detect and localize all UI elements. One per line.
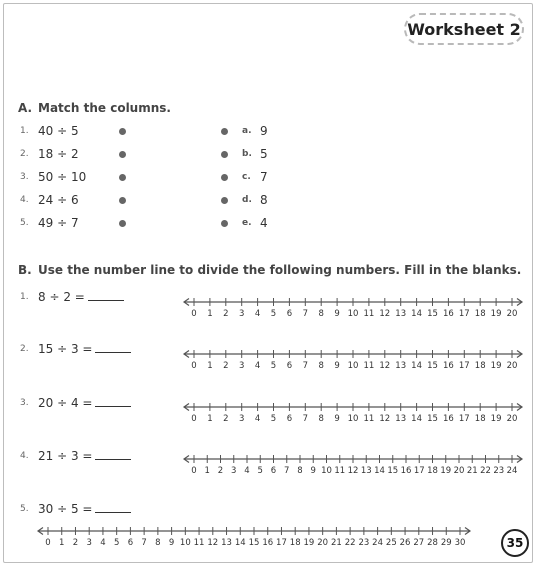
match-row-number: 1. [20, 126, 29, 136]
number-line-tick-label: 17 [276, 538, 287, 548]
number-line-tick-label: 9 [310, 466, 316, 476]
number-line-tick-label: 13 [221, 538, 232, 548]
match-row [4, 191, 534, 209]
match-dot-left[interactable] [119, 151, 126, 158]
match-dot-right[interactable] [221, 174, 228, 181]
number-line-tick-label: 20 [506, 361, 518, 371]
number-line-tick-label: 1 [207, 361, 213, 371]
number-line-tick-label: 8 [318, 414, 324, 424]
number-line-tick-label: 14 [411, 414, 423, 424]
number-line-tick-label: 12 [379, 414, 391, 424]
number-line-tick-label: 2 [72, 538, 79, 548]
number-line-tick-label: 3 [238, 309, 245, 319]
match-option-letter: b. [242, 149, 252, 159]
number-line-tick-label: 12 [207, 538, 219, 548]
number-line-tick-label: 7 [302, 361, 309, 371]
number-line-tick-label: 0 [45, 538, 51, 548]
number-line-tick-label: 14 [411, 361, 423, 371]
match-expression: 49 ÷ 7 [38, 216, 79, 230]
number-line-tick-label: 24 [506, 466, 518, 476]
problem-row [4, 394, 174, 412]
number-line-tick-label: 4 [100, 538, 106, 548]
number-line-tick-label: 18 [289, 538, 301, 548]
worksheet-page [3, 3, 533, 563]
match-option-value: 8 [260, 193, 268, 207]
number-line-tick-label: 15 [427, 361, 438, 371]
problem-expression: 20 ÷ 4 = [38, 396, 131, 410]
number-line-tick-label: 16 [262, 538, 274, 548]
number-line-tick-label: 7 [302, 414, 309, 424]
problem-expression: 30 ÷ 5 = [38, 502, 131, 516]
worksheet-badge: Worksheet 2 [404, 13, 524, 45]
match-option-value: 5 [260, 147, 268, 161]
number-line-tick-label: 4 [254, 414, 261, 424]
match-dot-left[interactable] [119, 174, 126, 181]
match-option-letter: a. [242, 126, 252, 136]
number-line-tick-label: 6 [270, 466, 277, 476]
number-line-tick-label: 10 [347, 361, 359, 371]
number-line-tick-label: 22 [480, 466, 491, 476]
number-line-tick-label: 14 [374, 466, 385, 476]
match-option-value: 7 [260, 170, 268, 184]
number-line [180, 398, 526, 426]
number-line [180, 450, 526, 478]
problem-number: 3. [20, 398, 29, 408]
number-line-tick-label: 23 [358, 538, 370, 548]
answer-blank[interactable] [95, 343, 131, 353]
problem-row [4, 447, 174, 465]
match-dot-right[interactable] [221, 220, 228, 227]
problem-row [4, 288, 174, 306]
number-line-tick-label: 8 [155, 538, 161, 548]
match-option-letter: d. [242, 195, 252, 205]
number-line-tick-label: 3 [238, 414, 245, 424]
match-dot-left[interactable] [119, 128, 126, 135]
number-line-tick-label: 8 [318, 361, 324, 371]
number-line-tick-label: 18 [474, 414, 486, 424]
number-line-tick-label: 5 [270, 361, 277, 371]
number-line-tick-label: 30 [454, 538, 466, 548]
problem-number: 1. [20, 292, 29, 302]
number-line-tick-label: 5 [113, 538, 120, 548]
number-line-tick-label: 19 [490, 361, 502, 371]
number-line-tick-label: 11 [363, 414, 375, 424]
number-line-tick-label: 15 [427, 309, 438, 319]
number-line-tick-label: 1 [59, 538, 65, 548]
number-line-tick-label: 13 [395, 361, 407, 371]
match-row-number: 2. [20, 149, 29, 159]
number-line-tick-label: 2 [223, 361, 229, 371]
number-line-tick-label: 6 [286, 309, 293, 319]
number-line-tick-label: 9 [334, 361, 340, 371]
number-line-tick-label: 19 [440, 466, 452, 476]
problem-number: 5. [20, 504, 29, 514]
problem-expression: 15 ÷ 3 = [38, 342, 131, 356]
number-line-tick-label: 5 [257, 466, 263, 476]
number-line-tick-label: 1 [207, 309, 213, 319]
number-line-tick-label: 11 [193, 538, 205, 548]
number-line-tick-label: 17 [458, 309, 470, 319]
number-line-tick-label: 8 [318, 309, 324, 319]
number-line-tick-label: 7 [141, 538, 147, 548]
section-a-title [18, 101, 171, 115]
number-line-tick-label: 3 [231, 466, 237, 476]
number-line-tick-label: 19 [490, 414, 502, 424]
number-line-tick-label: 11 [363, 309, 375, 319]
match-option-value: 9 [260, 124, 268, 138]
number-line-tick-label: 6 [286, 361, 293, 371]
problem-number: 2. [20, 344, 29, 354]
number-line-tick-label: 11 [363, 361, 375, 371]
match-row-number: 3. [20, 172, 29, 182]
number-line-tick-label: 15 [427, 414, 438, 424]
match-row [4, 145, 534, 163]
section-b-title [18, 263, 521, 277]
number-line-tick-label: 0 [191, 361, 197, 371]
number-line [34, 522, 474, 550]
number-line-tick-label: 12 [379, 309, 391, 319]
number-line-tick-label: 6 [127, 538, 134, 548]
section-b-text: Use the number line to divide the following numbers. Fill in the blanks. [38, 263, 522, 277]
number-line-tick-label: 0 [191, 466, 197, 476]
number-line-tick-label: 10 [179, 538, 191, 548]
number-line-tick-label: 9 [334, 414, 340, 424]
number-line-tick-label: 14 [411, 309, 423, 319]
match-expression: 40 ÷ 5 [38, 124, 79, 138]
number-line-tick-label: 16 [442, 309, 454, 319]
number-line [180, 293, 526, 321]
problem-row [4, 340, 174, 358]
number-line-tick-label: 24 [372, 538, 384, 548]
match-option-letter: e. [242, 218, 252, 228]
number-line-tick-label: 7 [284, 466, 290, 476]
number-line-tick-label: 10 [347, 309, 359, 319]
number-line-tick-label: 8 [297, 466, 303, 476]
number-line-tick-label: 13 [395, 309, 407, 319]
number-line-tick-label: 16 [442, 361, 454, 371]
match-expression: 18 ÷ 2 [38, 147, 79, 161]
match-row-number: 4. [20, 195, 29, 205]
match-dot-right[interactable] [221, 128, 228, 135]
number-line-tick-label: 20 [506, 414, 518, 424]
match-row [4, 122, 534, 140]
number-line-tick-label: 23 [493, 466, 505, 476]
match-dot-left[interactable] [119, 220, 126, 227]
section-a-text: Match the columns. [38, 101, 171, 115]
match-dot-right[interactable] [221, 151, 228, 158]
number-line-tick-label: 19 [490, 309, 502, 319]
number-line-tick-label: 16 [400, 466, 412, 476]
number-line-tick-label: 4 [244, 466, 250, 476]
number-line-tick-label: 22 [344, 538, 356, 548]
number-line-tick-label: 11 [334, 466, 346, 476]
number-line-tick-label: 9 [334, 309, 340, 319]
number-line-tick-label: 17 [458, 361, 470, 371]
number-line-tick-label: 3 [238, 361, 245, 371]
section-a-letter: A. [18, 101, 33, 115]
number-line-tick-label: 17 [413, 466, 425, 476]
number-line-tick-label: 20 [506, 309, 518, 319]
number-line-tick-label: 25 [385, 538, 397, 548]
number-line-tick-label: 17 [458, 414, 470, 424]
number-line-tick-label: 1 [207, 414, 213, 424]
number-line-tick-label: 18 [427, 466, 438, 476]
number-line-tick-label: 0 [191, 414, 197, 424]
number-line-tick-label: 14 [234, 538, 246, 548]
number-line-tick-label: 6 [286, 414, 293, 424]
number-line-tick-label: 2 [217, 466, 224, 476]
number-line-tick-label: 26 [399, 538, 411, 548]
match-row [4, 214, 534, 232]
page-number: 35 [501, 529, 529, 557]
number-line-tick-label: 10 [321, 466, 332, 476]
match-option-letter: c. [242, 172, 251, 182]
number-line-tick-label: 29 [440, 538, 452, 548]
number-line-tick-label: 20 [453, 466, 465, 476]
number-line-tick-label: 21 [330, 538, 342, 548]
match-row-number: 5. [20, 218, 29, 228]
number-line-tick-label: 13 [360, 466, 372, 476]
match-row [4, 168, 534, 186]
number-line-tick-label: 13 [395, 414, 407, 424]
number-line [180, 345, 526, 373]
number-line-tick-label: 21 [466, 466, 478, 476]
number-line-tick-label: 20 [317, 538, 329, 548]
number-line-tick-label: 5 [270, 414, 277, 424]
match-dot-left[interactable] [119, 197, 126, 204]
problem-row [4, 500, 174, 518]
match-option-value: 4 [260, 216, 268, 230]
number-line-tick-label: 3 [86, 538, 92, 548]
number-line-tick-label: 12 [379, 361, 391, 371]
number-line-tick-label: 0 [191, 309, 197, 319]
answer-blank[interactable] [95, 503, 131, 513]
number-line-tick-label: 10 [347, 414, 359, 424]
number-line-tick-label: 16 [442, 414, 454, 424]
number-line-tick-label: 2 [223, 309, 229, 319]
match-dot-right[interactable] [221, 197, 228, 204]
problem-expression: 8 ÷ 2 = [38, 290, 124, 304]
problem-number: 4. [20, 451, 29, 461]
number-line-tick-label: 7 [302, 309, 309, 319]
number-line-tick-label: 18 [474, 309, 486, 319]
number-line-tick-label: 12 [347, 466, 359, 476]
number-line-tick-label: 15 [387, 466, 399, 476]
number-line-tick-label: 9 [168, 538, 175, 548]
problem-expression: 21 ÷ 3 = [38, 449, 131, 463]
number-line-tick-label: 18 [474, 361, 486, 371]
number-line-tick-label: 1 [204, 466, 210, 476]
answer-blank[interactable] [95, 450, 131, 460]
number-line-tick-label: 15 [248, 538, 260, 548]
number-line-tick-label: 2 [223, 414, 229, 424]
number-line-tick-label: 19 [303, 538, 315, 548]
answer-blank[interactable] [95, 397, 131, 407]
number-line-tick-label: 5 [270, 309, 277, 319]
section-b-letter: B. [18, 263, 32, 277]
number-line-tick-label: 27 [413, 538, 425, 548]
number-line-tick-label: 4 [254, 361, 261, 371]
number-line-tick-label: 28 [427, 538, 438, 548]
match-expression: 50 ÷ 10 [38, 170, 87, 184]
match-expression: 24 ÷ 6 [38, 193, 79, 207]
number-line-tick-label: 4 [254, 309, 261, 319]
answer-blank[interactable] [88, 291, 124, 301]
